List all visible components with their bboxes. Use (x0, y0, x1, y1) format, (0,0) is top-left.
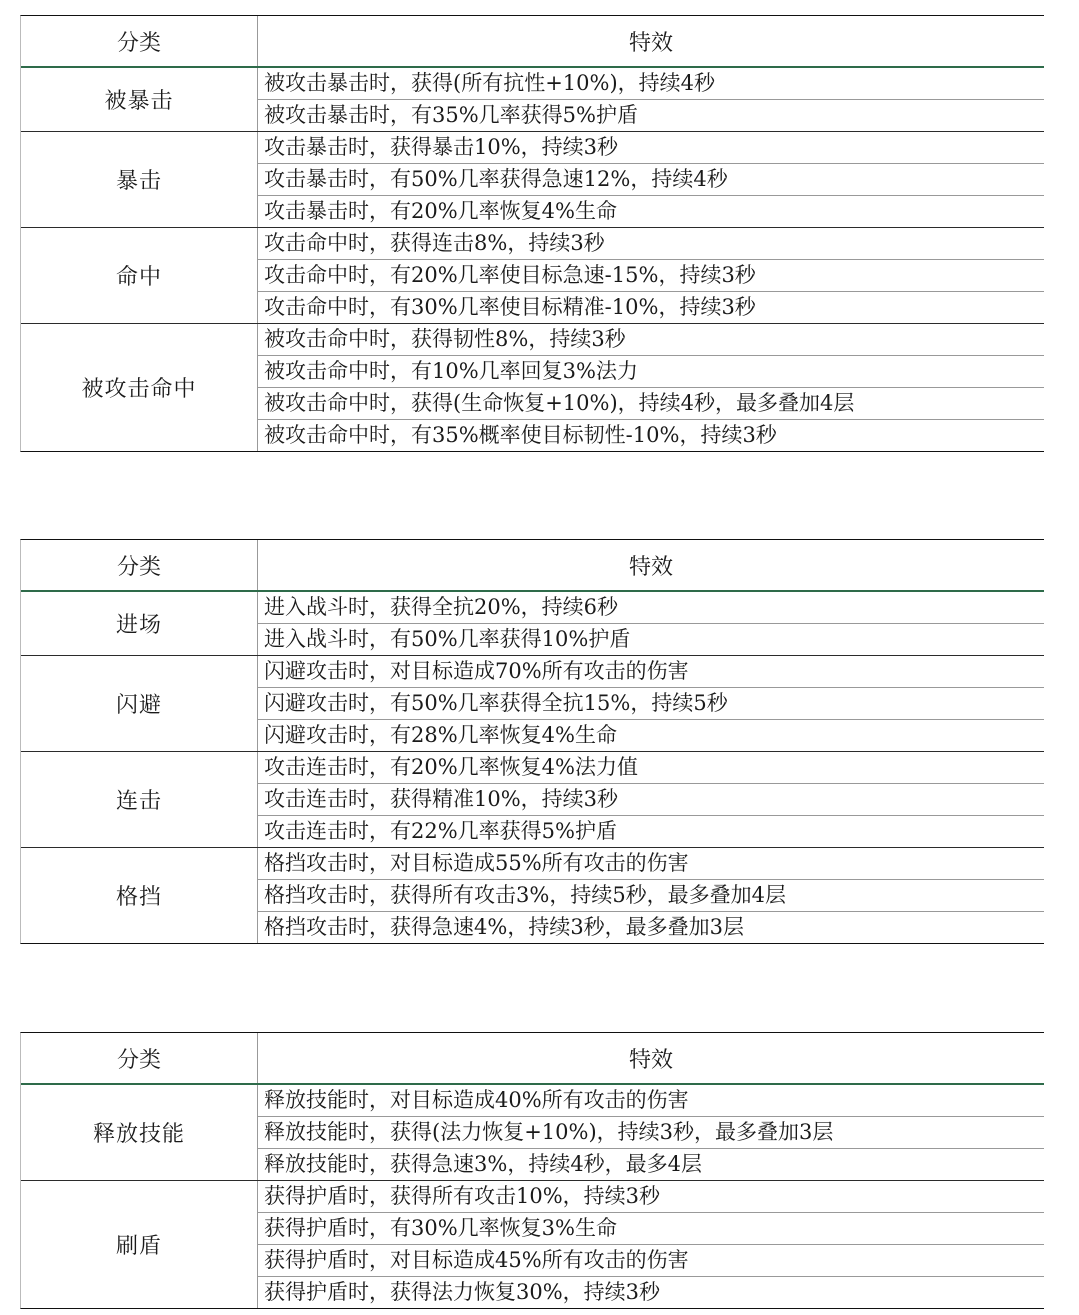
effects-table-3 (20, 1032, 1044, 1309)
group-row (21, 68, 1044, 132)
group-row (21, 752, 1044, 848)
table-header (21, 16, 1044, 68)
category-cell: 刷盾 (21, 1181, 258, 1308)
effect-cell: 攻击暴击时，获得暴击10%，持续3秒 (258, 132, 1044, 164)
group-row (21, 132, 1044, 228)
effect-cell: 闪避攻击时，有28%几率恢复4%生命 (264, 723, 617, 747)
table-header (21, 1033, 1044, 1085)
group-row (21, 1181, 1044, 1308)
table-header (21, 540, 1044, 592)
effects-table-2 (20, 539, 1044, 944)
effect-cell: 被攻击命中时，获得韧性8%，持续3秒 (258, 324, 1044, 356)
category-cell: 闪避 (21, 656, 258, 751)
effect-cell: 闪避攻击时，有50%几率获得全抗15%，持续5秒 (258, 688, 1044, 720)
effect-cell: 攻击命中时，有30%几率使目标精准-10%，持续3秒 (264, 295, 756, 319)
effect-cell: 攻击暴击时，有20%几率恢复4%生命 (264, 199, 617, 223)
effect-cell: 释放技能时，获得(法力恢复+10%)，持续3秒，最多叠加3层 (258, 1117, 1044, 1149)
effect-cell: 进入战斗时，有50%几率获得10%护盾 (264, 627, 631, 651)
effect-cell: 获得护盾时，获得所有攻击10%，持续3秒 (258, 1181, 1044, 1213)
category-cell: 命中 (21, 228, 258, 323)
category-cell: 被暴击 (21, 68, 258, 131)
effect-cell: 释放技能时，获得急速3%，持续4秒，最多4层 (264, 1152, 703, 1176)
effect-cell: 攻击命中时，有20%几率使目标急速-15%，持续3秒 (258, 260, 1044, 292)
effect-cell: 获得护盾时，获得法力恢复30%，持续3秒 (264, 1280, 661, 1304)
effect-cell: 攻击连击时，有20%几率恢复4%法力值 (258, 752, 1044, 784)
header-category: 分类 (21, 16, 258, 66)
effect-cell: 攻击暴击时，有50%几率获得急速12%，持续4秒 (258, 164, 1044, 196)
category-cell: 暴击 (21, 132, 258, 227)
effect-cell: 释放技能时，对目标造成40%所有攻击的伤害 (258, 1085, 1044, 1117)
effect-cell: 攻击连击时，获得精准10%，持续3秒 (258, 784, 1044, 816)
header-effect: 特效 (628, 1047, 673, 1073)
effects-table-1 (20, 15, 1044, 452)
category-cell: 连击 (21, 752, 258, 847)
effect-cell: 获得护盾时，有30%几率恢复3%生命 (258, 1213, 1044, 1245)
header-category: 分类 (21, 1033, 258, 1083)
effect-cell: 格挡攻击时，获得急速4%，持续3秒，最多叠加3层 (264, 915, 745, 939)
category-cell: 被攻击命中 (21, 324, 258, 451)
header-effect: 特效 (628, 30, 673, 56)
group-row (21, 1085, 1044, 1181)
effect-cell: 攻击连击时，有22%几率获得5%护盾 (264, 819, 617, 843)
effect-cell: 进入战斗时，获得全抗20%，持续6秒 (258, 592, 1044, 624)
group-row (21, 848, 1044, 943)
effect-cell: 获得护盾时，对目标造成45%所有攻击的伤害 (258, 1245, 1044, 1277)
effect-cell: 被攻击暴击时，有35%几率获得5%护盾 (264, 103, 638, 127)
group-row (21, 592, 1044, 656)
effect-cell: 攻击命中时，获得连击8%，持续3秒 (258, 228, 1044, 260)
effect-cell: 被攻击命中时，有10%几率回复3%法力 (258, 356, 1044, 388)
effect-cell: 闪避攻击时，对目标造成70%所有攻击的伤害 (258, 656, 1044, 688)
category-cell: 释放技能 (21, 1085, 258, 1180)
header-category: 分类 (21, 540, 258, 590)
effect-cell: 格挡攻击时，获得所有攻击3%，持续5秒，最多叠加4层 (258, 880, 1044, 912)
effect-cell: 被攻击暴击时，获得(所有抗性+10%)，持续4秒 (258, 68, 1044, 100)
effect-cell: 格挡攻击时，对目标造成55%所有攻击的伤害 (258, 848, 1044, 880)
effect-cell: 被攻击命中时，获得(生命恢复+10%)，持续4秒，最多叠加4层 (258, 388, 1044, 420)
group-row (21, 656, 1044, 752)
category-cell: 格挡 (21, 848, 258, 943)
header-effect: 特效 (628, 554, 673, 580)
group-row (21, 228, 1044, 324)
effect-cell: 被攻击命中时，有35%概率使目标韧性-10%，持续3秒 (264, 423, 777, 447)
group-row (21, 324, 1044, 451)
category-cell: 进场 (21, 592, 258, 655)
